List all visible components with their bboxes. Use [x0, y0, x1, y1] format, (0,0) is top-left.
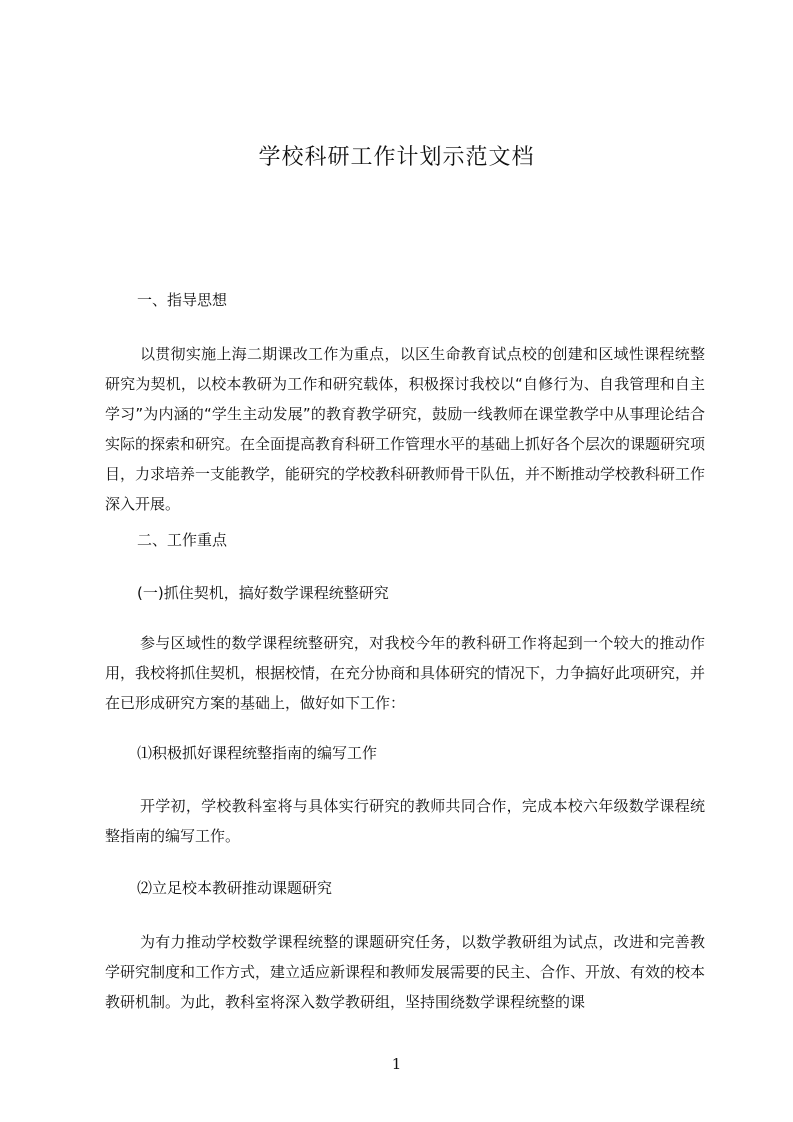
- paragraph-math-curriculum: 参与区域性的数学课程统整研究，对我校今年的教科研工作将起到一个较大的推动作用，我校将抓住契机，根据校情，在充分协商和具体研究的情况下，力争搞好此项研究，并在已形成研究方案的基础上，做好如下工作：: [105, 634, 706, 712]
- subsection-heading-math-curriculum: (一)抓住契机，搞好数学课程统整研究: [137, 584, 389, 602]
- section-heading-work-focus: 二、工作重点: [137, 531, 228, 549]
- item-heading-school-research: ⑵立足校本教研推动课题研究: [137, 879, 333, 897]
- page-number: 1: [391, 1055, 402, 1073]
- document-title: 学校科研工作计划示范文档: [258, 145, 535, 170]
- item-heading-guide-writing: ⑴积极抓好课程统整指南的编写工作: [137, 744, 378, 762]
- paragraph-school-research: 为有力推动学校数学课程统整的课题研究任务，以数学教研组为试点，改进和完善教学研究制度和工作方式，建立适应新课程和教师发展需要的民主、合作、开放、有效的校本教研机制。为此，教科室将深入数学教研组，坚持围绕数学课程统整的课: [105, 933, 706, 1011]
- paragraph-guiding-ideology: 以贯彻实施上海二期课改工作为重点，以区生命教育试点校的创建和区域性课程统整研究为契机，以校本教研为工作和研究载体，积极探讨我校以“自修行为、自我管理和自主学习”为内涵的“学生主动发展”的教育教学研究，鼓励一线教师在课堂教学中从事理论结合实际的探索和研究。在全面提高教育科研工作管理水平的基础上抓好各个层次的课题研究项目，力求培养一支能教学，能研究的学校教科研教师骨干队伍，并不断推动学校教科研工作深入开展。: [105, 345, 706, 513]
- paragraph-guide-writing: 开学初，学校教科室将与具体实行研究的教师共同合作，完成本校六年级数学课程统整指南的编写工作。: [105, 797, 705, 845]
- section-heading-guiding-ideology: 一、指导思想: [137, 291, 228, 309]
